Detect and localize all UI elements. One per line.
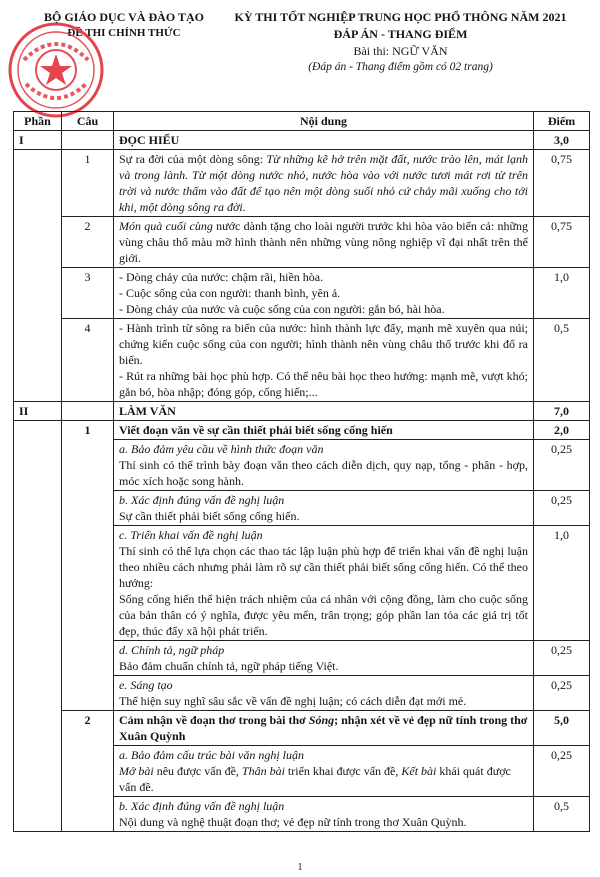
ministry-name: BỘ GIÁO DỤC VÀ ĐÀO TẠO — [44, 10, 204, 24]
part-number: I — [14, 131, 62, 150]
header-part: Phần — [14, 112, 62, 131]
part-score: 3,0 — [534, 131, 590, 150]
part-row — [14, 402, 590, 421]
criterion-score: 0,25 — [534, 746, 590, 797]
criterion-score: 0,25 — [534, 641, 590, 676]
question-score: 0,75 — [534, 150, 590, 217]
task-score: 2,0 — [534, 421, 590, 440]
table-row — [14, 268, 590, 319]
page-number: 1 — [297, 862, 303, 873]
question-number: 4 — [62, 319, 114, 402]
header-question: Câu — [62, 112, 114, 131]
criterion-score: 0,5 — [534, 797, 590, 832]
part-row — [14, 131, 590, 150]
essay-task-title: Cảm nhận về đoạn thơ trong bài thơ Sóng; nhận xét về vẻ đẹp nữ tính trong thơ Xuân Quỳnh — [114, 711, 534, 746]
subject-line: Bài thi: NGỮ VĂN — [353, 44, 448, 58]
question-score: 0,5 — [534, 319, 590, 402]
criterion-score: 0,25 — [534, 491, 590, 526]
question-answer: Sự ra đời của một dòng sông: Từ những kẽ hở trên mặt đất, nước trào lên, mát lạnh và trong lành. Từ một dòng nước nhỏ, nước hòa vào với nước tươi mát rơi từ trên trời và nước thấm vào đất để tạo nên một dòng suối nhỏ cứ chảy mãi xuống cho tới khi, một dòng sông ra đời. — [114, 150, 534, 217]
page-count-note: (Đáp án - Thang điểm gồm có 02 trang) — [308, 61, 493, 73]
part-title: LÀM VĂN — [114, 402, 534, 421]
criterion: c. Triển khai vấn đề nghị luận Thí sinh có thể lựa chọn các thao tác lập luận phù hợp để triển khai vấn đề nghị luận theo nhiều cách nhưng phải làm rõ sự cần thiết phải biết sống cống hiến. Có thể theo hướng: Sống cống hiến thể hiện trách nhiệm của cá nhân với cộng đồng, làm cho cuộc sống của bản thân có ý nghĩa, được yêu mến, trân trọng; góp phần lan tỏa các giá trị tốt đẹp, thúc đẩy xã hội phát triển. — [114, 526, 534, 641]
criterion-score: 0,25 — [534, 676, 590, 711]
criterion-score: 1,0 — [534, 526, 590, 641]
table-row — [14, 711, 590, 746]
question-number: 1 — [62, 150, 114, 217]
criterion: b. Xác định đúng vấn đề nghị luận Sự cần thiết phải biết sống cống hiến. — [114, 491, 534, 526]
table-row — [14, 421, 590, 440]
question-answer: - Dòng chảy của nước: chậm rãi, hiền hòa. - Cuộc sống của con người: thanh bình, yên ả. - Dòng chảy của nước và cuộc sống của con người: gắn bó, hài hòa. — [114, 268, 534, 319]
essay-task-title: Viết đoạn văn về sự cần thiết phải biết sống cống hiến — [114, 421, 534, 440]
exam-title: KỲ THI TỐT NGHIỆP TRUNG HỌC PHỔ THÔNG NĂM 2021 — [234, 10, 567, 24]
part-number: II — [14, 402, 62, 421]
table-row — [14, 319, 590, 402]
header-content: Nội dung — [114, 112, 534, 131]
criterion: b. Xác định đúng vấn đề nghị luận Nội dung và nghệ thuật đoạn thơ; vẻ đẹp nữ tính trong thơ Xuân Quỳnh. — [114, 797, 534, 832]
question-answer: - Hành trình từ sông ra biển của nước: hình thành lực đẩy, mạnh mẽ xuyên qua núi; chứng kiến cuộc sống của con người; hình thành nên vùng châu thổ trước khi đổ ra biển. - Rút ra những bài học phù hợp. Có thể nêu bài học theo hướng: mạnh mẽ, vượt khó; gắn bó, hòa nhập; đóng góp, cống hiến;... — [114, 319, 534, 402]
table-row — [14, 150, 590, 217]
question-score: 0,75 — [534, 217, 590, 268]
question-number: 1 — [62, 421, 114, 711]
official-seal-icon — [6, 20, 106, 120]
header-score: Điểm — [534, 112, 590, 131]
criterion-score: 0,25 — [534, 440, 590, 491]
task-score: 5,0 — [534, 711, 590, 746]
official-label: ĐỀ THI CHÍNH THỨC — [67, 27, 181, 39]
exam-heading — [208, 10, 593, 73]
table-header-row — [14, 112, 590, 131]
criterion: d. Chính tả, ngữ pháp Bảo đảm chuẩn chính tả, ngữ pháp tiếng Việt. — [114, 641, 534, 676]
question-answer: Món quà cuối cùng nước dành tặng cho loài người trước khi hòa vào biển cả: những vùng châu thổ màu mỡ hình thành nên những vùng nông nghiệp vĩ đại nhất trên thế giới. — [114, 217, 534, 268]
part-title: ĐỌC HIỂU — [114, 131, 534, 150]
question-score: 1,0 — [534, 268, 590, 319]
table-row — [14, 217, 590, 268]
answer-table — [13, 111, 590, 832]
question-number: 2 — [62, 217, 114, 268]
part-score: 7,0 — [534, 402, 590, 421]
criterion: a. Bảo đảm cấu trúc bài văn nghị luận Mở bài nêu được vấn đề, Thân bài triển khai được vấn đề, Kết bài khái quát được vấn đề. — [114, 746, 534, 797]
question-number: 2 — [62, 711, 114, 832]
answer-key-title: ĐÁP ÁN - THANG ĐIỂM — [333, 27, 468, 41]
question-number: 3 — [62, 268, 114, 319]
criterion: e. Sáng tạo Thể hiện suy nghĩ sâu sắc về vấn đề nghị luận; có cách diễn đạt mới mẻ. — [114, 676, 534, 711]
criterion: a. Bảo đảm yêu cầu về hình thức đoạn văn Thí sinh có thể trình bày đoạn văn theo cách diễn dịch, quy nạp, tổng - phân - hợp, móc xích hoặc song hành. — [114, 440, 534, 491]
